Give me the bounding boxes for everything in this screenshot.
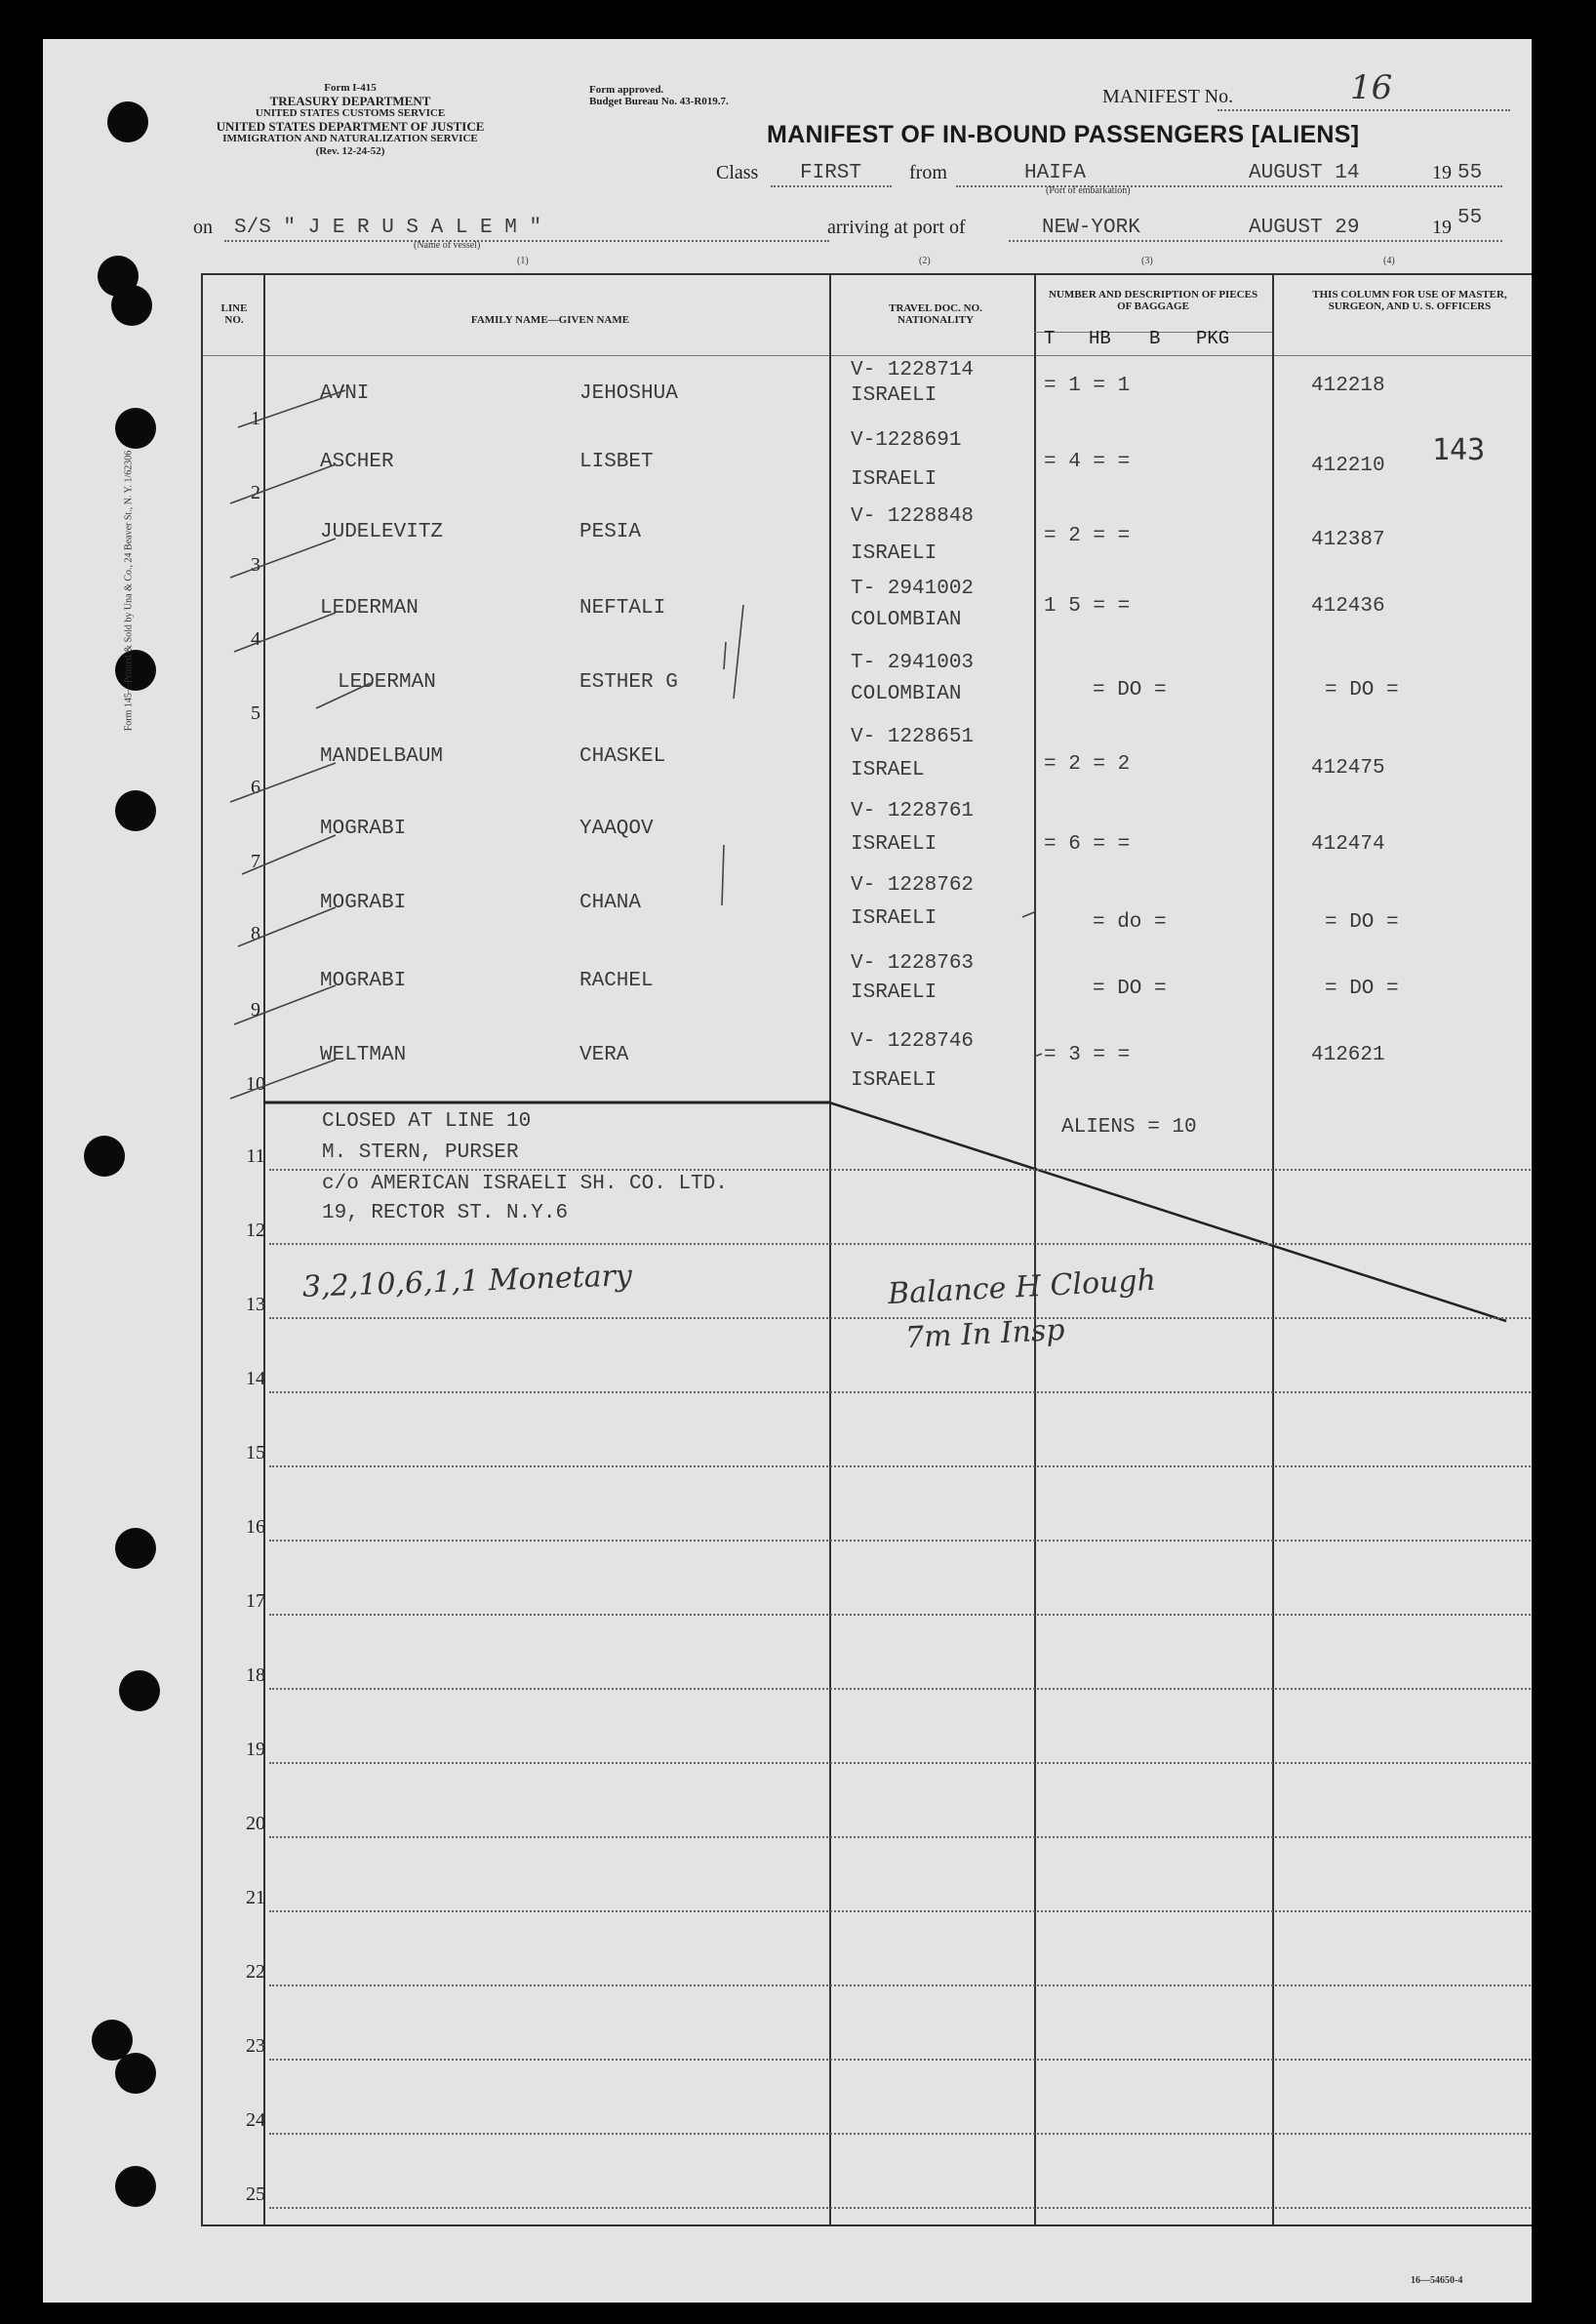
line-number: 1 <box>251 408 260 429</box>
line-number: 20 <box>246 1813 265 1834</box>
nationality: ISRAELI <box>851 1069 938 1092</box>
company-address: 19, RECTOR ST. N.Y.6 <box>322 1202 569 1224</box>
row-rule <box>269 1984 1532 1986</box>
given-name: CHANA <box>579 892 642 914</box>
bag-sub-hb: HB <box>1089 328 1111 349</box>
travel-doc-no: V- 1228746 <box>851 1030 975 1053</box>
aliens-total: ALIENS = 10 <box>1061 1116 1197 1139</box>
arriving-label: arriving at port of <box>827 217 966 238</box>
treasury-dept: TREASURY DEPARTMENT <box>269 94 431 108</box>
row-rule <box>269 1243 1532 1245</box>
printer-imprint: Form 145—Printed & Sold by Una & Co., 24 Beaver St., N. Y. 1/62306 <box>123 450 135 732</box>
line-number: 23 <box>246 2035 265 2057</box>
family-name: MOGRABI <box>320 818 407 840</box>
line-number: 22 <box>246 1961 265 1983</box>
arrival-year: 55 <box>1457 207 1483 229</box>
officer-code: 412621 <box>1311 1044 1385 1066</box>
line-number: 8 <box>251 923 260 944</box>
line-number: 9 <box>251 999 260 1021</box>
family-name: MANDELBAUM <box>320 745 444 768</box>
officer-code: 412474 <box>1311 833 1385 856</box>
handwritten-note: 3,2,10,6,1,1 Monetary <box>301 1259 633 1304</box>
col-travel-doc: TRAVEL DOC. NO. NATIONALITY <box>889 302 982 326</box>
nationality: ISRAELI <box>851 907 938 930</box>
line-number: 12 <box>246 1220 265 1241</box>
row-rule <box>269 1169 1532 1171</box>
travel-doc-no: T- 2941003 <box>851 652 975 674</box>
vessel-caption: (Name of vessel) <box>414 240 481 251</box>
page-title: MANIFEST OF IN-BOUND PASSENGERS [ALIENS] <box>767 121 1360 148</box>
closed-at-line: CLOSED AT LINE 10 <box>322 1110 532 1133</box>
manifest-page <box>43 39 1532 2303</box>
line-number: 15 <box>246 1442 265 1463</box>
baggage: = 3 = = <box>1044 1044 1131 1066</box>
given-name: ESTHER G <box>579 671 678 694</box>
bag-sub-b: B <box>1149 328 1161 349</box>
line-number: 21 <box>246 1887 265 1908</box>
nationality: ISRAELI <box>851 384 938 407</box>
dep-year-prefix: 19 <box>1432 162 1452 183</box>
from-value: HAIFA <box>1024 162 1087 184</box>
row-rule <box>269 1317 1532 1319</box>
baggage: = 2 = 2 <box>1044 753 1131 776</box>
nationality: COLOMBIAN <box>851 609 962 631</box>
line-number: 13 <box>246 1294 265 1315</box>
baggage: = 2 = = <box>1044 525 1131 547</box>
family-name: LEDERMAN <box>338 671 436 694</box>
bag-sub-pkg: PKG <box>1196 328 1230 349</box>
line-number: 24 <box>246 2109 265 2131</box>
family-name: WELTMAN <box>320 1044 407 1066</box>
given-name: RACHEL <box>579 970 654 992</box>
officer-code: 412210 <box>1311 455 1385 477</box>
handwritten-balance: Balance H Clough <box>887 1262 1157 1312</box>
budget-bureau: Budget Bureau No. 43-R019.7. <box>589 96 729 107</box>
travel-doc-no: V- 1228848 <box>851 505 975 528</box>
travel-doc-no: T- 2941002 <box>851 578 975 600</box>
nationality: ISRAELI <box>851 542 938 565</box>
family-name: ASCHER <box>320 451 394 473</box>
officer-code: = DO = <box>1325 911 1399 934</box>
margin-note: 143 <box>1432 433 1486 467</box>
caption-2: (2) <box>919 256 931 266</box>
row-rule <box>269 1910 1532 1912</box>
line-number: 5 <box>251 702 260 724</box>
shipping-company: c/o AMERICAN ISRAELI SH. CO. LTD. <box>322 1173 728 1195</box>
port-caption: (Port of embarkation) <box>1046 185 1131 196</box>
officer-code: 412475 <box>1311 757 1385 780</box>
nationality: ISRAELI <box>851 982 938 1004</box>
col-officers: THIS COLUMN FOR USE OF MASTER, SURGEON, AND U. S. OFFICERS <box>1312 289 1507 312</box>
line-number: 17 <box>246 1590 265 1612</box>
manifest-no-label: MANIFEST No. <box>1102 86 1234 107</box>
given-name: PESIA <box>579 521 642 543</box>
travel-doc-no: V-1228691 <box>851 429 962 452</box>
row-rule <box>269 1762 1532 1764</box>
travel-doc-no: V- 1228714 <box>851 359 975 381</box>
row-rule <box>269 2133 1532 2135</box>
from-label: from <box>909 162 947 183</box>
row-rule <box>269 1614 1532 1616</box>
travel-doc-no: V- 1228761 <box>851 800 975 822</box>
officer-code: 412436 <box>1311 595 1385 618</box>
line-number: 18 <box>246 1664 265 1686</box>
row-rule <box>269 1540 1532 1542</box>
baggage: 1 5 = = <box>1044 595 1131 618</box>
nationality: ISRAELI <box>851 833 938 856</box>
travel-doc-no: V- 1228763 <box>851 952 975 975</box>
caption-4: (4) <box>1383 256 1395 266</box>
class-label: Class <box>716 162 759 183</box>
line-number: 14 <box>246 1368 265 1389</box>
purser: M. STERN, PURSER <box>322 1142 519 1164</box>
row-rule <box>269 2059 1532 2061</box>
line-number: 16 <box>246 1516 265 1538</box>
given-name: JEHOSHUA <box>579 382 678 405</box>
caption-3: (3) <box>1141 256 1153 266</box>
bag-sub-t: T <box>1044 328 1056 349</box>
given-name: CHASKEL <box>579 745 666 768</box>
row-rule <box>269 1465 1532 1467</box>
family-name: JUDELEVITZ <box>320 521 444 543</box>
ins-service: IMMIGRATION AND NATURALIZATION SERVICE <box>222 133 478 144</box>
given-name: VERA <box>579 1044 629 1066</box>
officer-code: 412218 <box>1311 375 1385 397</box>
line-number: 19 <box>246 1739 265 1760</box>
nationality: ISRAELI <box>851 468 938 491</box>
baggage: = DO = <box>1093 978 1167 1000</box>
family-name: LEDERMAN <box>320 597 419 620</box>
revision: (Rev. 12-24-52) <box>315 145 385 157</box>
officer-code: = DO = <box>1325 679 1399 701</box>
vessel-name: S/S " J E R U S A L E M " <box>234 217 542 239</box>
row-rule <box>269 1391 1532 1393</box>
form-number: Form I-415 <box>324 82 377 94</box>
family-name: AVNI <box>320 382 370 405</box>
officer-code: = DO = <box>1325 978 1399 1000</box>
departure-date: AUGUST 14 <box>1249 162 1360 184</box>
handwritten-inspection: 7m In Insp <box>904 1312 1066 1356</box>
row-rule <box>269 2207 1532 2209</box>
class-value: FIRST <box>800 162 862 184</box>
on-label: on <box>193 217 213 238</box>
given-name: LISBET <box>579 451 654 473</box>
baggage: = 1 = 1 <box>1044 375 1131 397</box>
row-rule <box>269 1836 1532 1838</box>
line-number: 7 <box>251 851 260 872</box>
given-name: YAAQOV <box>579 818 654 840</box>
justice-dept: UNITED STATES DEPARTMENT OF JUSTICE <box>216 119 485 134</box>
baggage: = 6 = = <box>1044 833 1131 856</box>
arrival-port: NEW-YORK <box>1042 217 1140 239</box>
customs-service: UNITED STATES CUSTOMS SERVICE <box>255 107 446 119</box>
footer-code: 16—54650-4 <box>1411 2275 1463 2286</box>
arrival-date: AUGUST 29 <box>1249 217 1360 239</box>
arr-year-prefix: 19 <box>1432 217 1452 238</box>
col-baggage: NUMBER AND DESCRIPTION OF PIECES OF BAGGAGE <box>1048 289 1258 312</box>
departure-year: 55 <box>1457 162 1483 184</box>
baggage: = 4 = = <box>1044 451 1131 473</box>
family-name: MOGRABI <box>320 970 407 992</box>
line-number: 25 <box>246 2184 265 2205</box>
baggage: = DO = <box>1093 679 1167 701</box>
form-approved: Form approved. <box>589 84 664 96</box>
line-number: 2 <box>251 482 260 503</box>
nationality: ISRAEL <box>851 759 925 781</box>
given-name: NEFTALI <box>579 597 666 620</box>
line-number: 4 <box>251 628 260 650</box>
baggage: = do = <box>1093 911 1167 934</box>
line-number: 6 <box>251 777 260 798</box>
family-name: MOGRABI <box>320 892 407 914</box>
officer-code: 412387 <box>1311 529 1385 551</box>
col-line-no: LINE NO. <box>220 302 248 326</box>
caption-1: (1) <box>517 256 529 266</box>
travel-doc-no: V- 1228651 <box>851 726 975 748</box>
line-number: 11 <box>246 1145 265 1167</box>
line-number: 10 <box>246 1073 265 1095</box>
line-number: 3 <box>251 554 260 576</box>
manifest-no-value: 16 <box>1350 68 1393 107</box>
travel-doc-no: V- 1228762 <box>851 874 975 897</box>
row-rule <box>269 1688 1532 1690</box>
col-family-name: FAMILY NAME—GIVEN NAME <box>470 314 630 326</box>
nationality: COLOMBIAN <box>851 683 962 705</box>
